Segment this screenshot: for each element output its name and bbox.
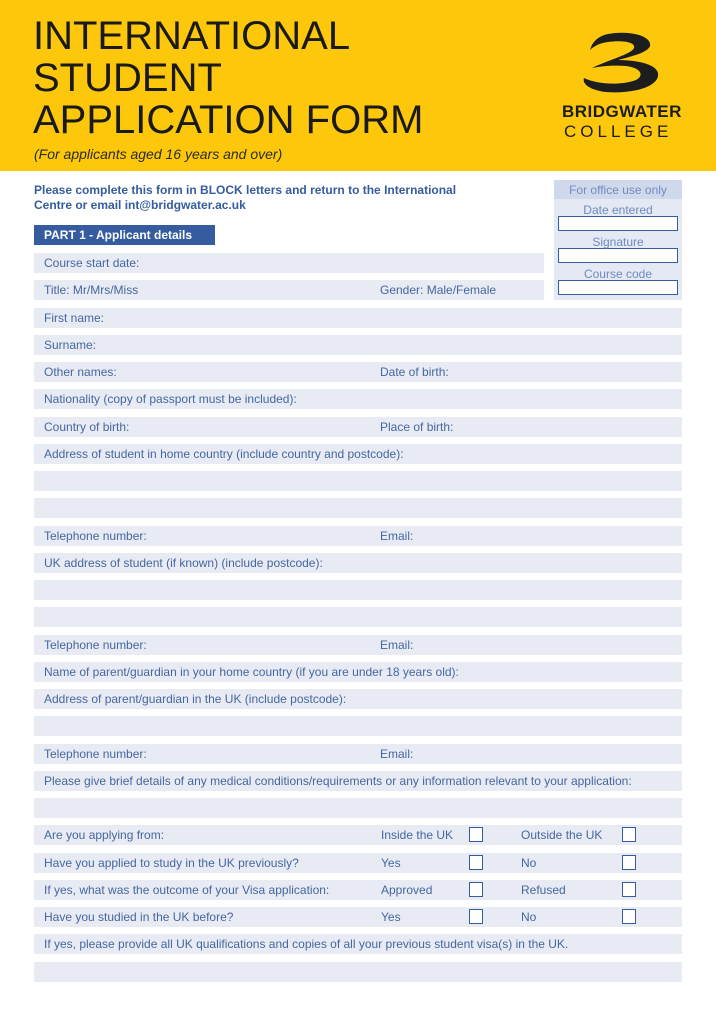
office-signature-field[interactable] bbox=[558, 248, 678, 263]
field-label: Have you studied in the UK before? bbox=[44, 910, 234, 924]
field-label: Title: Mr/Mrs/Miss bbox=[44, 283, 139, 297]
field-label-right: Gender: Male/Female bbox=[380, 283, 497, 297]
field-label: Have you applied to study in the UK previously? bbox=[44, 856, 299, 870]
form-row[interactable] bbox=[34, 444, 682, 464]
checkbox[interactable] bbox=[469, 855, 483, 870]
field-label: Surname: bbox=[44, 338, 97, 352]
field-label-right: Email: bbox=[380, 529, 414, 543]
form-row[interactable] bbox=[34, 771, 682, 791]
checkbox[interactable] bbox=[622, 909, 636, 924]
checkbox[interactable] bbox=[469, 882, 483, 897]
part-label: PART 1 - Applicant details bbox=[34, 225, 215, 245]
office-date-entered-field[interactable] bbox=[558, 216, 678, 231]
office-field-label: Course code bbox=[583, 267, 653, 281]
field-label: UK address of student (if known) (include postcode): bbox=[44, 556, 323, 570]
logo-sub: COLLEGE bbox=[564, 122, 673, 141]
office-field-label: Signature bbox=[592, 235, 644, 249]
checkbox[interactable] bbox=[622, 882, 636, 897]
option-label: No bbox=[521, 856, 537, 870]
form-row[interactable] bbox=[34, 907, 682, 927]
checkbox[interactable] bbox=[622, 855, 636, 870]
form-row[interactable] bbox=[34, 744, 682, 764]
option-label: Refused bbox=[521, 883, 566, 897]
logo-name: BRIDGWATER bbox=[562, 102, 682, 121]
college-logo bbox=[556, 30, 696, 142]
form-row[interactable] bbox=[34, 417, 682, 437]
field-label: Address of student in home country (include country and postcode): bbox=[44, 447, 404, 461]
office-course-code-field[interactable] bbox=[558, 280, 678, 295]
checkbox[interactable] bbox=[622, 827, 636, 842]
field-label: First name: bbox=[44, 311, 105, 325]
form-row[interactable] bbox=[34, 716, 682, 736]
form-row[interactable] bbox=[34, 471, 682, 491]
form-row[interactable] bbox=[34, 308, 682, 328]
form-row[interactable] bbox=[34, 498, 682, 518]
title-line: INTERNATIONAL bbox=[33, 14, 351, 58]
field-label: Name of parent/guardian in your home country (if you are under 18 years old): bbox=[44, 665, 459, 679]
field-label: Are you applying from: bbox=[44, 828, 165, 842]
form-row[interactable] bbox=[34, 635, 682, 655]
field-label: Other names: bbox=[44, 365, 117, 379]
field-label-right: Email: bbox=[380, 747, 414, 761]
office-heading: For office use only bbox=[554, 180, 682, 199]
field-label: Telephone number: bbox=[44, 638, 147, 652]
option-label: Approved bbox=[381, 883, 433, 897]
field-label: Course start date: bbox=[44, 256, 140, 270]
header-banner bbox=[0, 0, 716, 171]
field-label: Telephone number: bbox=[44, 747, 147, 761]
title-line: APPLICATION FORM bbox=[33, 98, 424, 142]
form-row[interactable] bbox=[34, 362, 682, 382]
field-label: Nationality (copy of passport must be included): bbox=[44, 392, 297, 406]
form-row[interactable] bbox=[34, 335, 682, 355]
checkbox[interactable] bbox=[469, 909, 483, 924]
form-row[interactable] bbox=[34, 253, 544, 273]
field-label: Please give brief details of any medical conditions/requirements or any information relevant to your application: bbox=[44, 774, 632, 788]
field-label-right: Place of birth: bbox=[380, 420, 454, 434]
form-row[interactable] bbox=[34, 689, 682, 709]
form-row[interactable] bbox=[34, 880, 682, 900]
option-label: Yes bbox=[381, 856, 401, 870]
form-row[interactable] bbox=[34, 934, 682, 954]
form-row[interactable] bbox=[34, 280, 544, 300]
form-subtitle: (For applicants aged 16 years and over) bbox=[34, 146, 283, 162]
field-label: Address of parent/guardian in the UK (include postcode): bbox=[44, 692, 347, 706]
form-row[interactable] bbox=[34, 662, 682, 682]
title-line: STUDENT bbox=[33, 56, 222, 100]
form-row[interactable] bbox=[34, 553, 682, 573]
field-label-right: Email: bbox=[380, 638, 414, 652]
field-label: Telephone number: bbox=[44, 529, 147, 543]
option-label: Yes bbox=[381, 910, 401, 924]
option-label: Inside the UK bbox=[381, 828, 454, 842]
office-use-box bbox=[554, 180, 682, 300]
form-row[interactable] bbox=[34, 526, 682, 546]
option-label: Outside the UK bbox=[521, 828, 603, 842]
form-row[interactable] bbox=[34, 962, 682, 982]
form-row[interactable] bbox=[34, 580, 682, 600]
field-label: Country of birth: bbox=[44, 420, 130, 434]
intro-text: Please complete this form in BLOCK letters and return to the International Centre or email int@bridgwater.ac.uk bbox=[34, 183, 457, 212]
form-row[interactable] bbox=[34, 825, 682, 845]
field-label: If yes, please provide all UK qualifications and copies of all your previous student visa(s) in the UK. bbox=[44, 937, 569, 951]
form-row[interactable] bbox=[34, 798, 682, 818]
option-label: No bbox=[521, 910, 537, 924]
form-title bbox=[33, 15, 423, 141]
field-label: If yes, what was the outcome of your Visa application: bbox=[44, 883, 330, 897]
form-row[interactable] bbox=[34, 853, 682, 873]
field-label-right: Date of birth: bbox=[380, 365, 449, 379]
form-row[interactable] bbox=[34, 389, 682, 409]
office-field-label: Date entered bbox=[583, 203, 653, 217]
logo-mark-icon bbox=[578, 30, 662, 96]
checkbox[interactable] bbox=[469, 827, 483, 842]
form-row[interactable] bbox=[34, 607, 682, 627]
